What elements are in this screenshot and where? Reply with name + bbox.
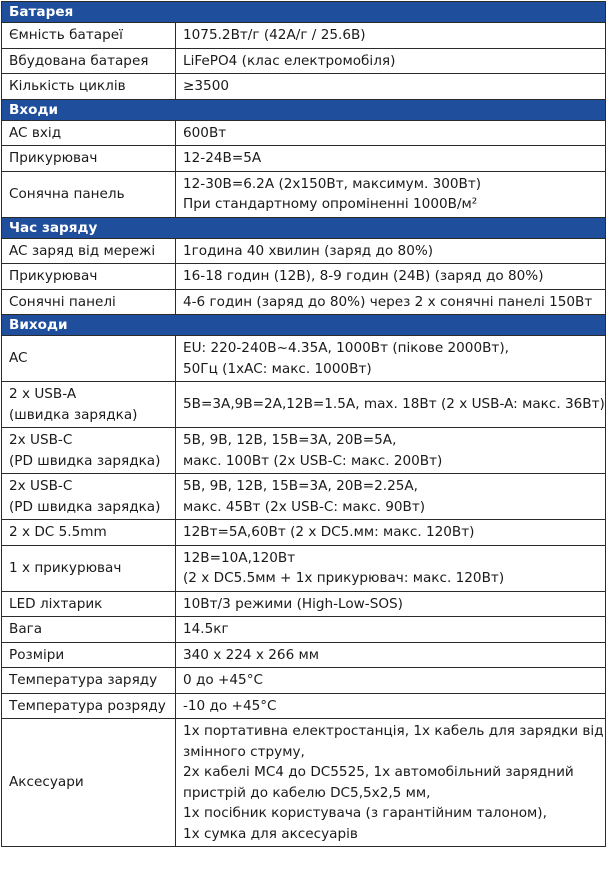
spec-label: Температура розряду — [9, 697, 166, 714]
spec-value: 50Гц (1xAC: макс. 1000Вт) — [183, 360, 372, 377]
spec-label-cell — [2, 146, 176, 172]
spec-label-cell — [2, 617, 176, 643]
spec-value-cell — [176, 617, 606, 643]
spec-value: 12В=10А,120Вт — [183, 549, 296, 566]
section-title: Час заряду — [2, 217, 606, 238]
spec-value-cell — [176, 74, 606, 100]
spec-label: Вага — [9, 621, 43, 637]
spec-row — [2, 474, 606, 520]
spec-row — [2, 171, 606, 217]
spec-value: пристрій до кабелю DC5,5x2,5 мм, — [183, 784, 431, 801]
spec-value-cell — [176, 474, 606, 520]
spec-value: змінного струму, — [183, 743, 305, 760]
spec-row — [2, 289, 606, 315]
spec-value-cell — [176, 719, 606, 847]
spec-label-cell — [2, 336, 176, 382]
spec-label-cell — [2, 264, 176, 290]
spec-value-cell — [176, 48, 606, 74]
spec-value-cell — [176, 642, 606, 668]
spec-label-cell — [2, 545, 176, 591]
spec-row — [2, 617, 606, 643]
spec-value: 600Вт — [183, 124, 227, 141]
spec-label: Прикурювач — [9, 150, 98, 166]
spec-row — [2, 591, 606, 617]
spec-label: (PD швидка зарядка) — [9, 498, 161, 515]
spec-label: Сонячна панель — [9, 185, 125, 202]
spec-value-cell — [176, 289, 606, 315]
spec-value-cell — [176, 668, 606, 694]
spec-label: 2x USB-C — [9, 432, 73, 448]
spec-label-cell — [2, 289, 176, 315]
spec-value-cell — [176, 264, 606, 290]
spec-value-cell — [176, 382, 606, 428]
spec-table-body — [2, 2, 606, 847]
spec-value: 1x сумка для аксесуарів — [183, 825, 358, 842]
spec-value: 2x кабелі MC4 до DC5525, 1x автомобільний зарядний — [183, 764, 574, 780]
section-header-row — [2, 315, 606, 336]
spec-value: -10 до +45°C — [183, 697, 277, 714]
spec-value: 5В, 9В, 12В, 15В=3А, 20В=2.25А, — [183, 478, 419, 494]
spec-label: Сонячні панелі — [9, 293, 116, 310]
section-header-row — [2, 2, 606, 23]
spec-row — [2, 48, 606, 74]
spec-value: 12-30В=6.2A (2x150Вт, максимум. 300Вт) — [183, 175, 482, 192]
spec-label: Температура заряду — [9, 672, 158, 688]
spec-value: 340 x 224 x 266 мм — [183, 646, 320, 663]
spec-label: AC — [9, 350, 28, 367]
spec-label: AC заряд від мережі — [9, 242, 156, 259]
spec-value: 1x портативна електростанція, 1x кабель для зарядки від — [183, 723, 604, 739]
spec-label-cell — [2, 693, 176, 719]
spec-label: Аксесуари — [9, 774, 84, 791]
spec-value-cell — [176, 238, 606, 264]
section-header-row — [2, 217, 606, 238]
spec-row — [2, 238, 606, 264]
spec-label: AC вхід — [9, 124, 62, 141]
spec-label-cell — [2, 48, 176, 74]
spec-value-cell — [176, 591, 606, 617]
section-header-row — [2, 99, 606, 120]
spec-table — [1, 1, 606, 847]
spec-label-cell — [2, 719, 176, 847]
spec-value: LiFePO4 (клас електромобіля) — [183, 52, 396, 69]
spec-row — [2, 520, 606, 546]
spec-value-cell — [176, 545, 606, 591]
spec-row — [2, 642, 606, 668]
spec-label: 2x USB-C — [9, 478, 73, 494]
spec-label: Прикурювач — [9, 268, 98, 284]
spec-row — [2, 120, 606, 146]
spec-value: EU: 220-240В~4.35A, 1000Вт (пікове 2000Вт), — [183, 340, 509, 356]
spec-row — [2, 264, 606, 290]
spec-label-cell — [2, 520, 176, 546]
spec-label: Кількість циклів — [9, 78, 126, 94]
spec-label: (швидка зарядка) — [9, 406, 138, 423]
section-title: Батарея — [2, 2, 606, 23]
spec-label-cell — [2, 74, 176, 100]
spec-value-cell — [176, 171, 606, 217]
section-title: Входи — [2, 99, 606, 120]
spec-label: 1 x прикурювач — [9, 559, 122, 576]
spec-value: 12Вт=5А,60Вт (2 x DC5.мм: макс. 120Вт) — [183, 524, 475, 540]
spec-row — [2, 336, 606, 382]
spec-value-cell — [176, 146, 606, 172]
spec-label-cell — [2, 23, 176, 49]
spec-label-cell — [2, 642, 176, 668]
section-title: Виходи — [2, 315, 606, 336]
spec-row — [2, 74, 606, 100]
spec-row — [2, 545, 606, 591]
spec-value-cell — [176, 520, 606, 546]
spec-row — [2, 428, 606, 474]
spec-label: 2 x DC 5.5mm — [9, 524, 107, 540]
spec-value-cell — [176, 428, 606, 474]
spec-value: 1година 40 хвилин (заряд до 80%) — [183, 242, 434, 259]
spec-label-cell — [2, 171, 176, 217]
spec-value-cell — [176, 336, 606, 382]
spec-value: 4-6 годин (заряд до 80%) через 2 x сонячні панелі 150Вт — [183, 293, 593, 310]
spec-value: 0 до +45°C — [183, 672, 263, 688]
spec-label: LED ліхтарик — [9, 595, 103, 612]
spec-label: Ємність батареї — [9, 27, 123, 43]
spec-label: Розміри — [9, 646, 65, 663]
spec-value: 5В=3А,9В=2А,12В=1.5А, max. 18Вт (2 x USB-A: макс. 36Вт) — [183, 396, 605, 413]
spec-value: При стандартному опроміненні 1000В/м² — [183, 196, 478, 212]
spec-label-cell — [2, 668, 176, 694]
spec-label: 2 x USB-A — [9, 386, 77, 402]
spec-value: (2 x DC5.5мм + 1x прикурювач: макс. 120Вт) — [183, 570, 505, 586]
spec-value: макс. 45Вт (2x USB-C: макс. 90Вт) — [183, 498, 426, 515]
spec-row — [2, 23, 606, 49]
spec-value: 14.5кг — [183, 621, 229, 637]
spec-value: 10Вт/3 режими (High-Low-SOS) — [183, 595, 403, 612]
spec-label: (PD швидка зарядка) — [9, 452, 161, 469]
spec-label-cell — [2, 120, 176, 146]
spec-value: 12-24В=5А — [183, 150, 262, 166]
spec-value-cell — [176, 120, 606, 146]
spec-label-cell — [2, 474, 176, 520]
spec-label-cell — [2, 591, 176, 617]
spec-value: 16-18 годин (12В), 8-9 годин (24В) (заряд до 80%) — [183, 268, 544, 284]
spec-value: 5В, 9В, 12В, 15В=3А, 20В=5А, — [183, 432, 397, 448]
spec-row — [2, 382, 606, 428]
spec-row — [2, 719, 606, 847]
spec-value-cell — [176, 693, 606, 719]
spec-value: 1x посібник користувача (з гарантійним талоном), — [183, 805, 547, 821]
spec-label: Вбудована батарея — [9, 52, 149, 69]
spec-row — [2, 693, 606, 719]
spec-label-cell — [2, 428, 176, 474]
spec-row — [2, 668, 606, 694]
spec-value-cell — [176, 23, 606, 49]
spec-value: 1075.2Вт/г (42А/г / 25.6В) — [183, 27, 366, 43]
spec-label-cell — [2, 382, 176, 428]
spec-value: макс. 100Вт (2x USB-C: макс. 200Вт) — [183, 452, 443, 469]
spec-row — [2, 146, 606, 172]
spec-value: ≥3500 — [183, 78, 229, 94]
spec-label-cell — [2, 238, 176, 264]
